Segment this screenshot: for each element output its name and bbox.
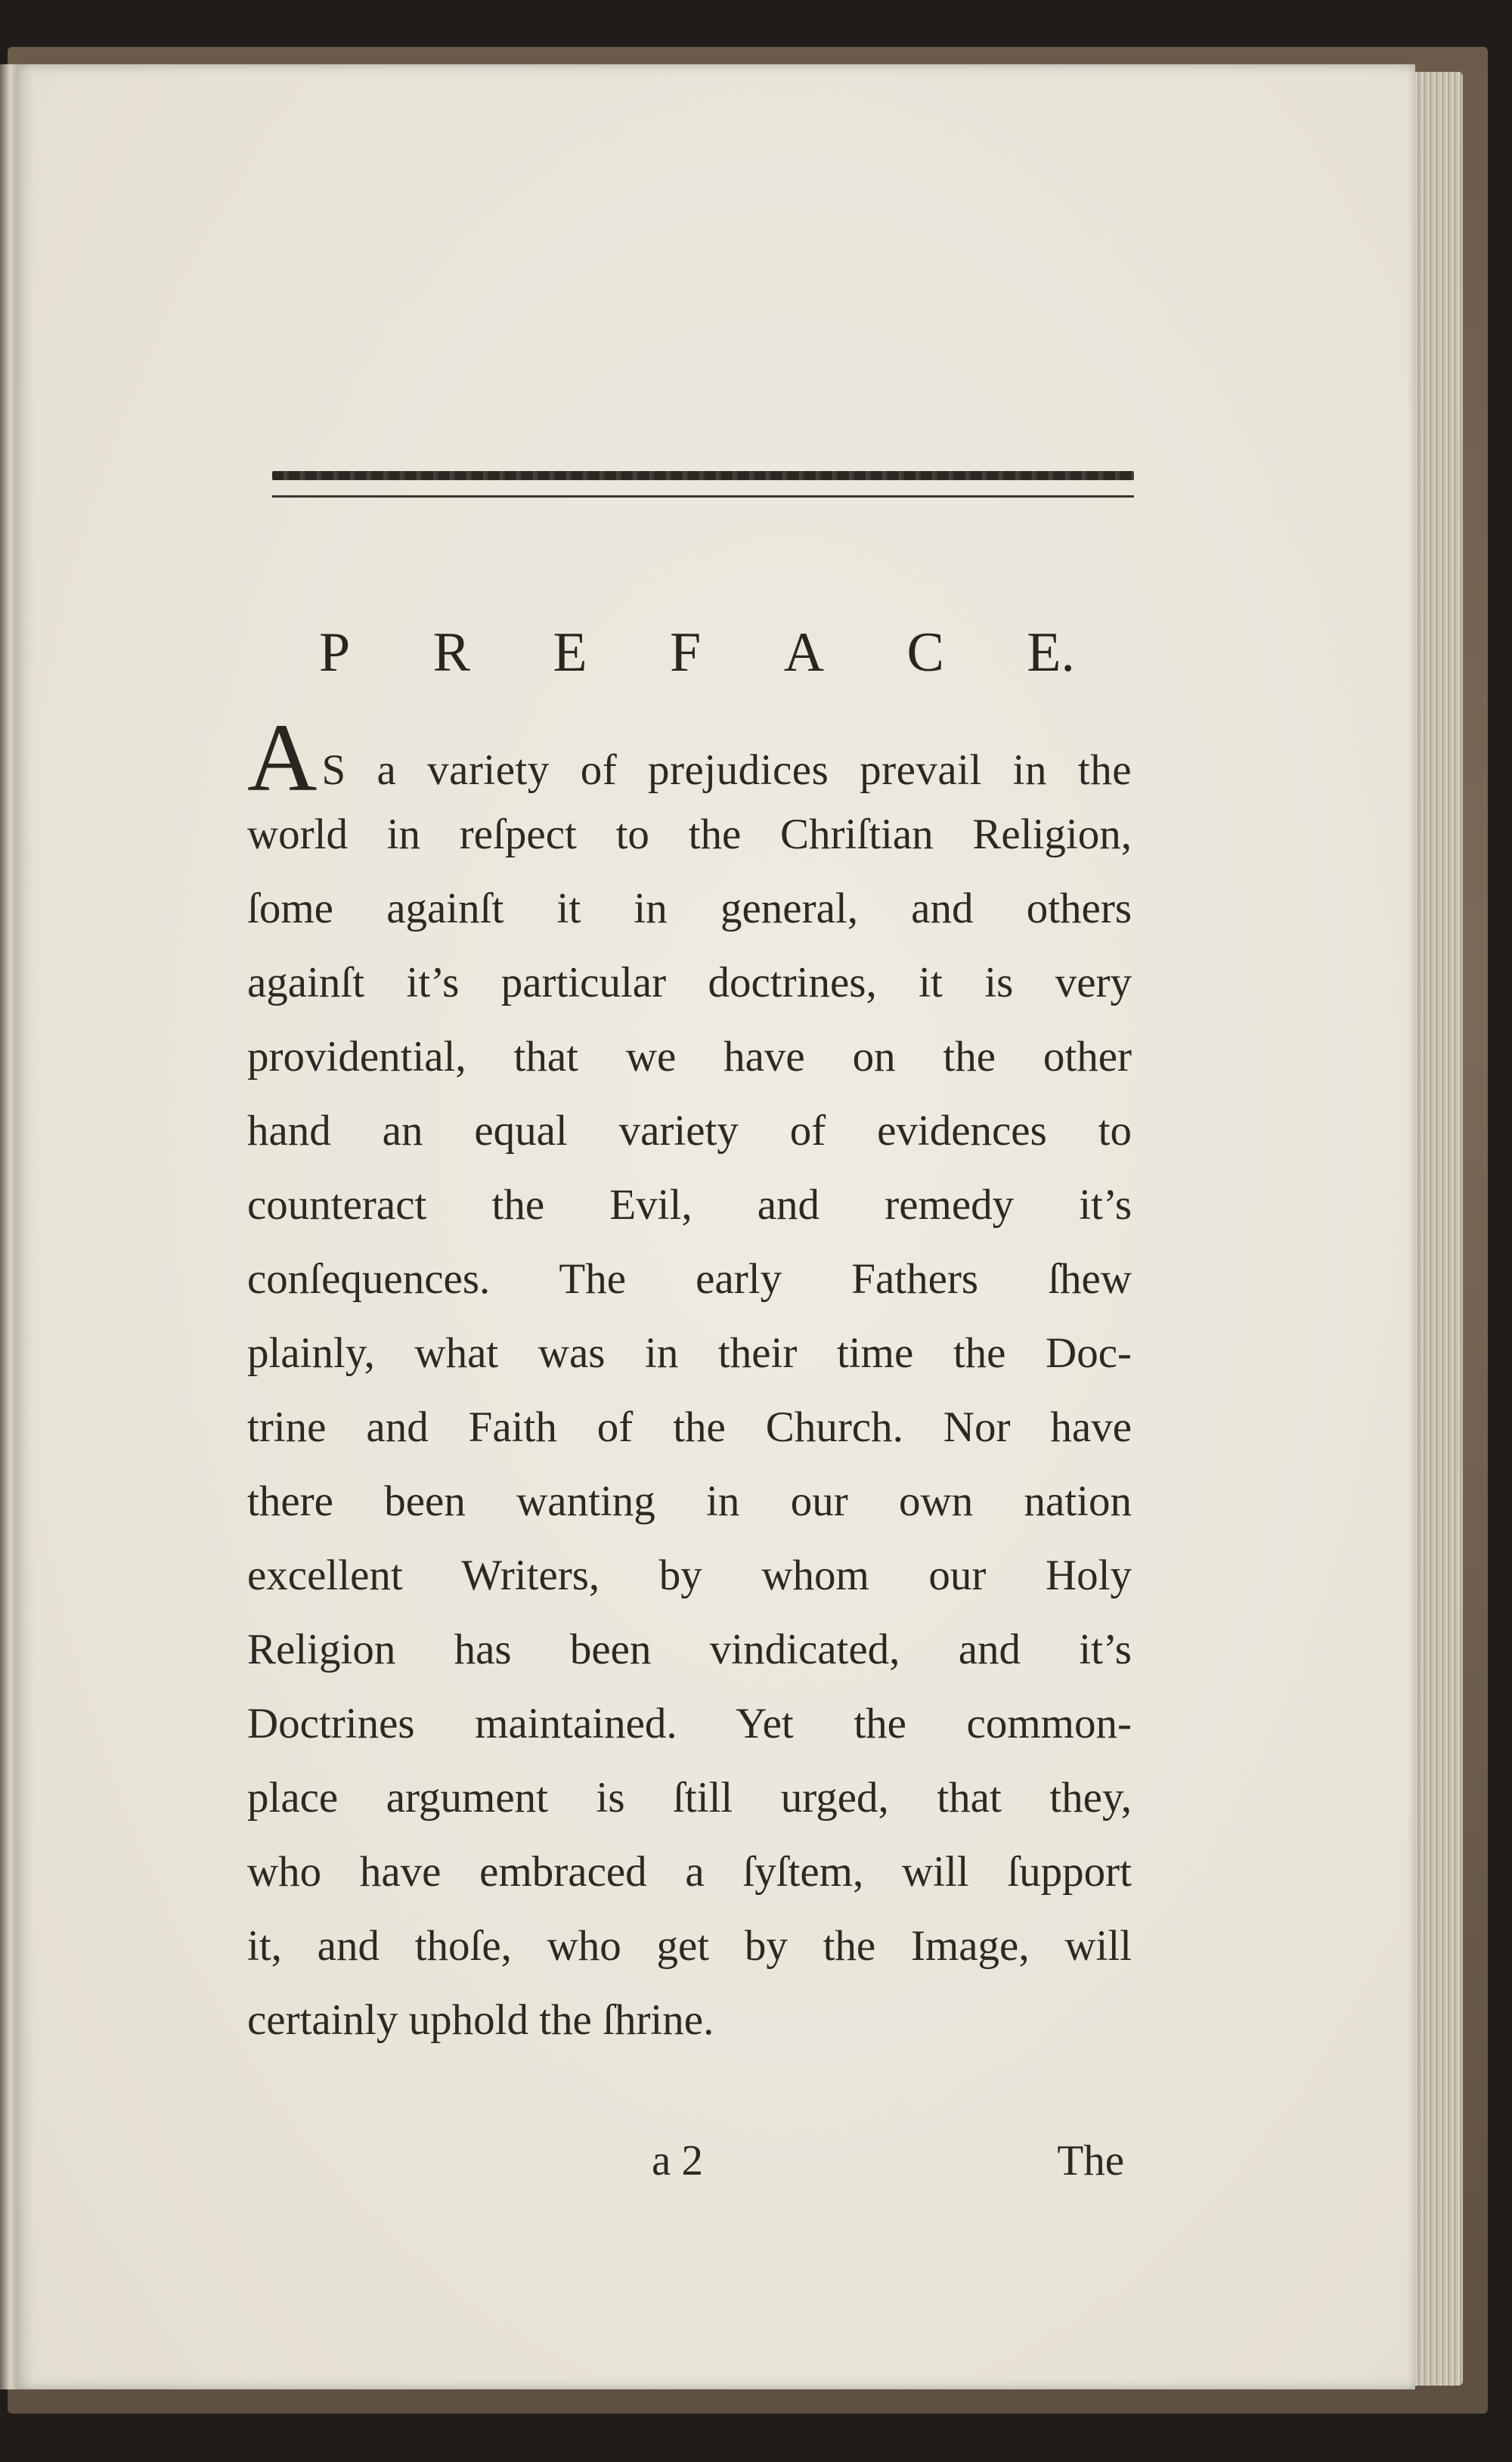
heading-letter: E. xyxy=(1027,621,1075,684)
text-line: there been wanting in our own nation xyxy=(247,1478,1132,1525)
text-line: it, and thoſe, who get by the Image, will xyxy=(247,1922,1132,1970)
text-line: Doctrines maintained. Yet the common- xyxy=(247,1700,1132,1747)
text-line: providential, that we have on the other xyxy=(247,1033,1132,1081)
text-line: hand an equal variety of evidences to xyxy=(247,1107,1132,1155)
previous-leaf-edge xyxy=(0,64,17,2389)
heading-letter: F xyxy=(669,621,702,684)
text-line: conſequences. The early Fathers ſhew xyxy=(247,1255,1132,1303)
drop-cap: A xyxy=(247,704,318,811)
heading-letter: C xyxy=(906,621,944,684)
text-line: againſt it’s particular doctrines, it is very xyxy=(247,959,1132,1006)
signature-mark: a 2 xyxy=(652,2137,704,2184)
text-line xyxy=(247,704,1132,811)
text-line: who have embraced a ſyſtem, will ſupport xyxy=(247,1848,1132,1896)
heading-letter: E xyxy=(553,621,587,684)
text-line: Religion has been vindicated, and it’s xyxy=(247,1626,1132,1673)
heading-letter: P xyxy=(319,621,351,684)
text-line: world in reſpect to the Chriſtian Religion, xyxy=(247,811,1132,858)
text-line: place argument is ſtill urged, that they, xyxy=(247,1774,1132,1822)
body-text xyxy=(247,704,1132,2057)
heading-letter: R xyxy=(432,621,470,684)
catchword: The xyxy=(1057,2137,1124,2184)
ornamental-rule-underline xyxy=(272,495,1134,498)
heading-letter: A xyxy=(783,621,825,684)
text-line: excellent Writers, by whom our Holy xyxy=(247,1552,1132,1599)
text-line: counteract the Evil, and remedy it’s xyxy=(247,1181,1132,1229)
page-footer xyxy=(247,2136,1132,2197)
first-line-text: S a variety of prejudices prevail in the xyxy=(321,746,1132,794)
text-line: ſome againſt it in general, and others xyxy=(247,885,1132,932)
text-line: certainly uphold the ſhrine. xyxy=(247,1996,714,2044)
ornamental-rule xyxy=(272,471,1134,480)
book-page xyxy=(17,64,1415,2389)
page-heading xyxy=(319,615,1075,690)
text-line: plainly, what was in their time the Doc- xyxy=(247,1329,1132,1377)
text-line: trine and Faith of the Church. Nor have xyxy=(247,1403,1132,1451)
